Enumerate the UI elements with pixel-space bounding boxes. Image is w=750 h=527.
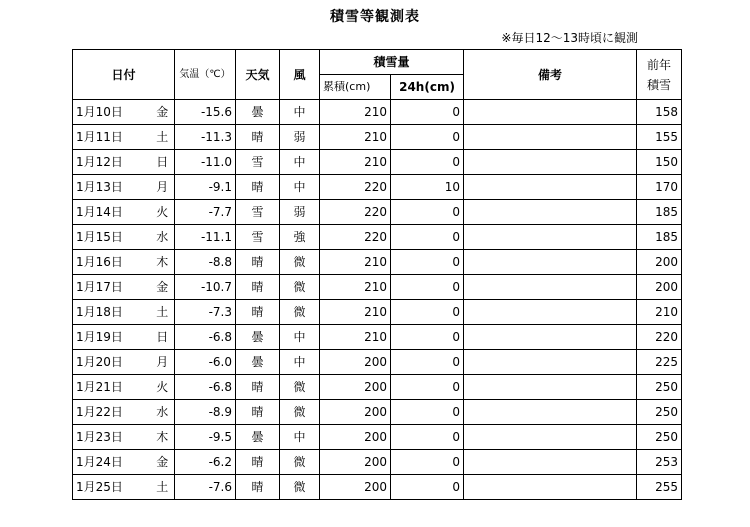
row-previous-year-snow: 220 [637, 325, 682, 350]
row-temperature: -9.1 [175, 175, 236, 200]
row-weather: 晴 [236, 450, 280, 475]
row-remarks [464, 150, 637, 175]
table-row [73, 400, 682, 425]
row-snow-total: 200 [320, 425, 391, 450]
row-wind: 微 [280, 475, 320, 500]
row-date: 1月25日 [73, 475, 151, 500]
row-wind: 中 [280, 175, 320, 200]
header-date: 日付 [73, 50, 175, 100]
row-temperature: -11.1 [175, 225, 236, 250]
row-snow-24h: 0 [391, 375, 464, 400]
row-day-of-week: 土 [151, 475, 175, 500]
row-snow-24h: 0 [391, 475, 464, 500]
row-weather: 晴 [236, 400, 280, 425]
table-row [73, 450, 682, 475]
table-title: 積雪等観測表 [330, 9, 420, 25]
row-day-of-week: 日 [151, 325, 175, 350]
row-date: 1月13日 [73, 175, 151, 200]
row-snow-24h: 0 [391, 325, 464, 350]
row-temperature: -11.3 [175, 125, 236, 150]
row-snow-total: 210 [320, 125, 391, 150]
row-previous-year-snow: 253 [637, 450, 682, 475]
table-row [73, 250, 682, 275]
row-remarks [464, 200, 637, 225]
row-day-of-week: 月 [151, 350, 175, 375]
row-wind: 微 [280, 375, 320, 400]
row-snow-total: 220 [320, 225, 391, 250]
row-weather: 晴 [236, 475, 280, 500]
row-day-of-week: 火 [151, 375, 175, 400]
row-snow-24h: 0 [391, 425, 464, 450]
row-date: 1月14日 [73, 200, 151, 225]
row-snow-24h: 0 [391, 250, 464, 275]
row-previous-year-snow: 250 [637, 375, 682, 400]
row-snow-total: 210 [320, 150, 391, 175]
row-temperature: -10.7 [175, 275, 236, 300]
row-weather: 雪 [236, 200, 280, 225]
row-date: 1月23日 [73, 425, 151, 450]
row-day-of-week: 日 [151, 150, 175, 175]
row-weather: 晴 [236, 125, 280, 150]
row-previous-year-snow: 185 [637, 225, 682, 250]
row-snow-24h: 0 [391, 350, 464, 375]
row-date: 1月19日 [73, 325, 151, 350]
row-wind: 弱 [280, 125, 320, 150]
table-row [73, 300, 682, 325]
row-weather: 雪 [236, 225, 280, 250]
row-remarks [464, 125, 637, 150]
table-row [73, 475, 682, 500]
row-day-of-week: 土 [151, 125, 175, 150]
row-wind: 中 [280, 425, 320, 450]
table-header [73, 50, 682, 100]
table-row [73, 275, 682, 300]
row-weather: 雪 [236, 150, 280, 175]
row-snow-total: 200 [320, 350, 391, 375]
row-snow-24h: 0 [391, 150, 464, 175]
row-day-of-week: 金 [151, 450, 175, 475]
row-date: 1月16日 [73, 250, 151, 275]
row-date: 1月17日 [73, 275, 151, 300]
table-row [73, 175, 682, 200]
row-temperature: -11.0 [175, 150, 236, 175]
row-snow-total: 210 [320, 325, 391, 350]
header-prev-line1: 前年 [647, 57, 672, 72]
row-date: 1月20日 [73, 350, 151, 375]
table-row [73, 200, 682, 225]
row-weather: 晴 [236, 175, 280, 200]
row-temperature: -8.8 [175, 250, 236, 275]
row-snow-24h: 10 [391, 175, 464, 200]
row-snow-total: 210 [320, 100, 391, 125]
row-temperature: -7.3 [175, 300, 236, 325]
row-temperature: -6.2 [175, 450, 236, 475]
row-day-of-week: 月 [151, 175, 175, 200]
row-remarks [464, 425, 637, 450]
row-remarks [464, 350, 637, 375]
row-remarks [464, 275, 637, 300]
row-snow-24h: 0 [391, 125, 464, 150]
row-day-of-week: 火 [151, 200, 175, 225]
row-weather: 曇 [236, 325, 280, 350]
row-snow-total: 220 [320, 200, 391, 225]
row-date: 1月18日 [73, 300, 151, 325]
row-remarks [464, 300, 637, 325]
row-snow-total: 200 [320, 450, 391, 475]
row-previous-year-snow: 210 [637, 300, 682, 325]
row-date: 1月10日 [73, 100, 151, 125]
row-temperature: -8.9 [175, 400, 236, 425]
row-snow-24h: 0 [391, 275, 464, 300]
row-previous-year-snow: 250 [637, 425, 682, 450]
table-row [73, 150, 682, 175]
row-snow-24h: 0 [391, 300, 464, 325]
row-wind: 中 [280, 100, 320, 125]
row-previous-year-snow: 155 [637, 125, 682, 150]
row-temperature: -6.0 [175, 350, 236, 375]
row-day-of-week: 木 [151, 425, 175, 450]
row-temperature: -6.8 [175, 375, 236, 400]
row-snow-total: 220 [320, 175, 391, 200]
row-remarks [464, 375, 637, 400]
table-row [73, 225, 682, 250]
row-previous-year-snow: 200 [637, 275, 682, 300]
header-temperature: 気温（℃） [175, 50, 236, 100]
table-row [73, 125, 682, 150]
header-snow-total: 累積(cm) [320, 75, 391, 100]
header-weather: 天気 [236, 50, 280, 100]
row-previous-year-snow: 170 [637, 175, 682, 200]
row-snow-total: 210 [320, 275, 391, 300]
row-wind: 微 [280, 400, 320, 425]
row-snow-total: 210 [320, 250, 391, 275]
row-remarks [464, 400, 637, 425]
row-weather: 曇 [236, 100, 280, 125]
row-wind: 弱 [280, 200, 320, 225]
header-snow-24h: 24h(cm) [391, 75, 464, 100]
row-previous-year-snow: 158 [637, 100, 682, 125]
row-day-of-week: 土 [151, 300, 175, 325]
row-wind: 微 [280, 250, 320, 275]
row-remarks [464, 175, 637, 200]
row-previous-year-snow: 225 [637, 350, 682, 375]
row-remarks [464, 325, 637, 350]
row-day-of-week: 金 [151, 275, 175, 300]
row-snow-total: 200 [320, 475, 391, 500]
snow-observation-table [72, 49, 682, 500]
row-snow-24h: 0 [391, 225, 464, 250]
header-prev-line2: 積雪 [647, 77, 672, 92]
row-previous-year-snow: 150 [637, 150, 682, 175]
row-wind: 中 [280, 325, 320, 350]
row-wind: 中 [280, 150, 320, 175]
row-previous-year-snow: 255 [637, 475, 682, 500]
row-wind: 微 [280, 275, 320, 300]
row-day-of-week: 水 [151, 400, 175, 425]
header-wind: 風 [280, 50, 320, 100]
row-remarks [464, 450, 637, 475]
row-date: 1月22日 [73, 400, 151, 425]
row-date: 1月12日 [73, 150, 151, 175]
row-previous-year-snow: 200 [637, 250, 682, 275]
row-temperature: -7.6 [175, 475, 236, 500]
row-previous-year-snow: 250 [637, 400, 682, 425]
header-previous-year-snow [637, 50, 682, 100]
row-wind: 微 [280, 450, 320, 475]
row-snow-24h: 0 [391, 400, 464, 425]
table-row [73, 325, 682, 350]
row-day-of-week: 水 [151, 225, 175, 250]
table-row [73, 100, 682, 125]
row-weather: 晴 [236, 275, 280, 300]
row-date: 1月21日 [73, 375, 151, 400]
row-remarks [464, 100, 637, 125]
row-date: 1月11日 [73, 125, 151, 150]
row-weather: 曇 [236, 350, 280, 375]
row-temperature: -7.7 [175, 200, 236, 225]
row-snow-24h: 0 [391, 450, 464, 475]
row-remarks [464, 250, 637, 275]
row-day-of-week: 金 [151, 100, 175, 125]
row-snow-24h: 0 [391, 200, 464, 225]
row-remarks [464, 225, 637, 250]
row-weather: 晴 [236, 375, 280, 400]
header-remarks: 備考 [464, 50, 637, 100]
observation-note: ※毎日12〜13時頃に観測 [501, 31, 638, 45]
row-remarks [464, 475, 637, 500]
row-day-of-week: 木 [151, 250, 175, 275]
header-snow-amount: 積雪量 [320, 50, 464, 75]
table-row [73, 425, 682, 450]
row-weather: 晴 [236, 300, 280, 325]
row-snow-total: 200 [320, 400, 391, 425]
row-snow-total: 200 [320, 375, 391, 400]
row-wind: 中 [280, 350, 320, 375]
table-row [73, 350, 682, 375]
row-snow-24h: 0 [391, 100, 464, 125]
row-weather: 曇 [236, 425, 280, 450]
table-body [73, 100, 682, 500]
row-date: 1月15日 [73, 225, 151, 250]
row-temperature: -9.5 [175, 425, 236, 450]
row-weather: 晴 [236, 250, 280, 275]
row-wind: 微 [280, 300, 320, 325]
row-temperature: -15.6 [175, 100, 236, 125]
row-previous-year-snow: 185 [637, 200, 682, 225]
row-snow-total: 210 [320, 300, 391, 325]
row-wind: 強 [280, 225, 320, 250]
table-row [73, 375, 682, 400]
row-date: 1月24日 [73, 450, 151, 475]
row-temperature: -6.8 [175, 325, 236, 350]
